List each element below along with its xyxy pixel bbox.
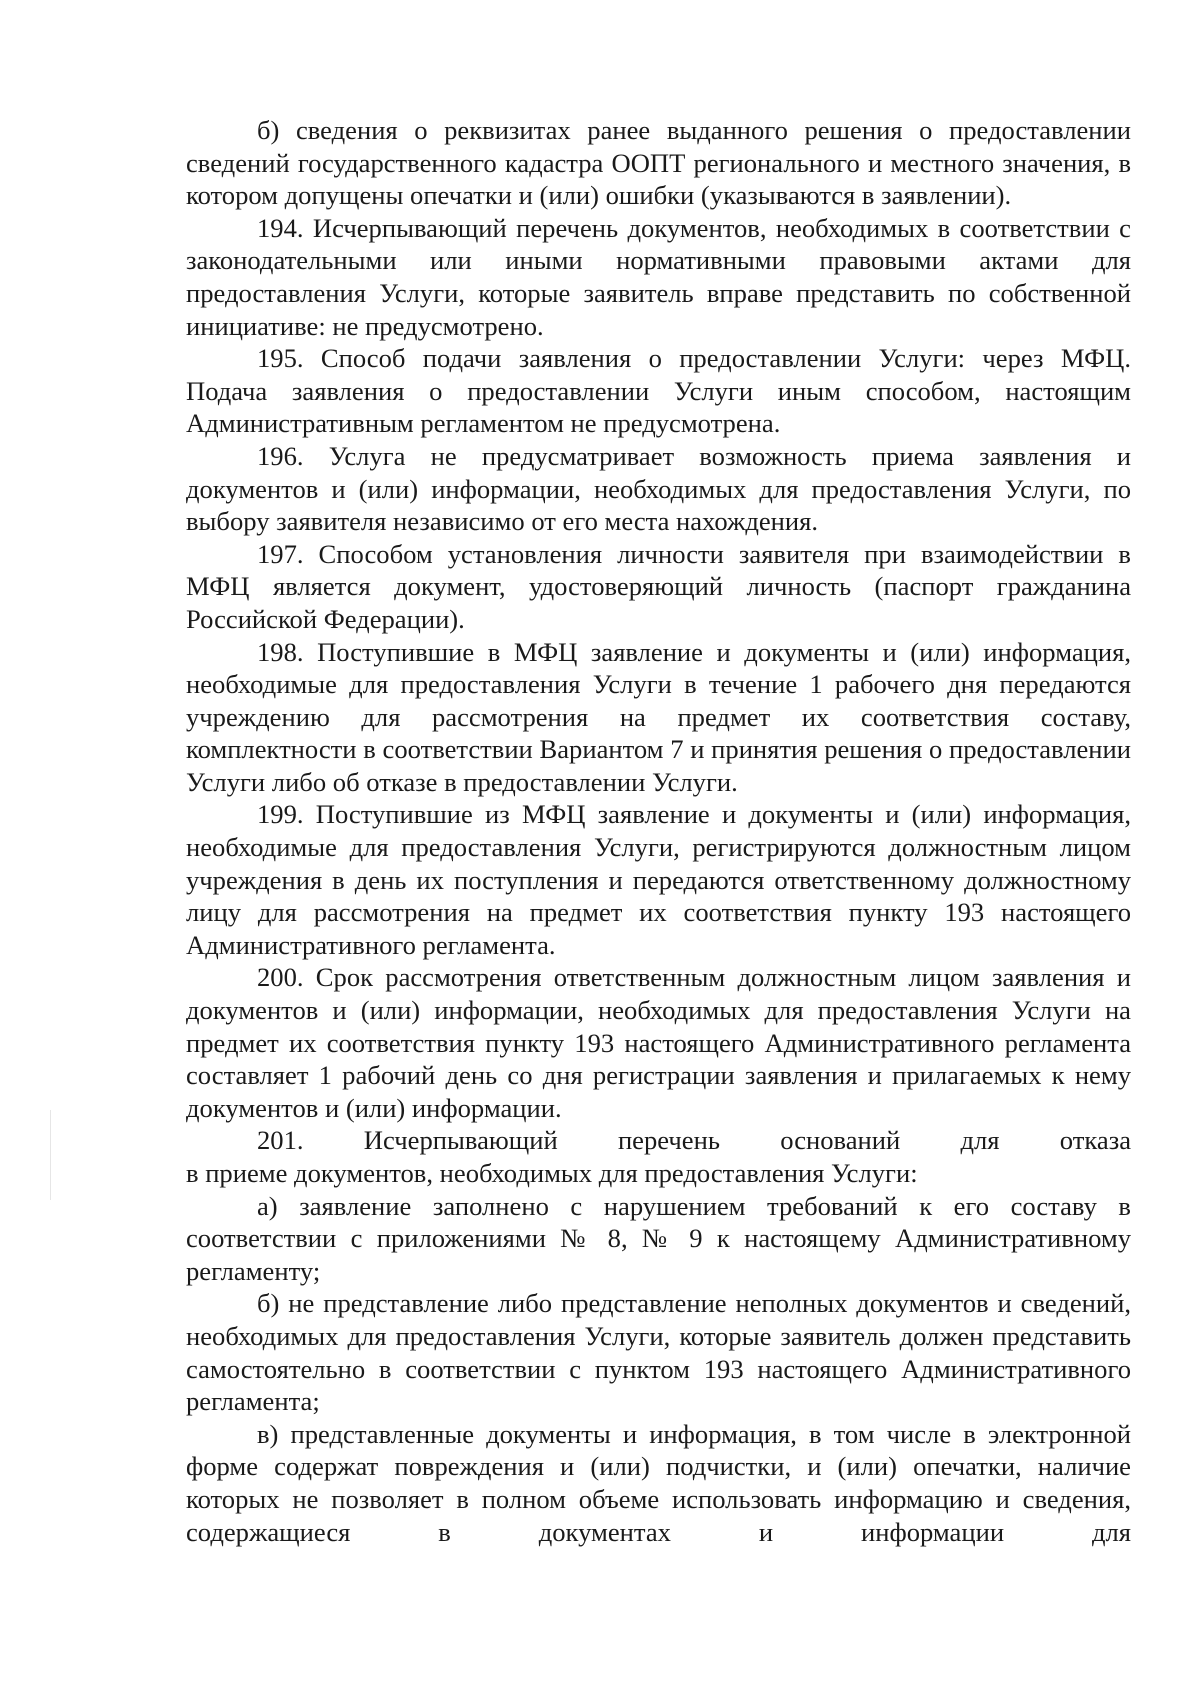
paragraph-194: 194. Исчерпывающий перечень документов, необходимых в соответствии с законодательными или иными нормативными правовыми актами для предоставления Услуги, которые заявитель вправе представить по собственной инициативе: не предусмотрено. — [186, 212, 1131, 341]
scan-margin-line — [50, 1110, 51, 1200]
paragraph-item-b-requisites: б) сведения о реквизитах ранее выданного решения о предоставлении сведений государственного кадастра ООПТ регионального и местного значения, в котором допущены опечатки и (или) ошибки (указываются в заявлении). — [186, 115, 1131, 211]
paragraph-200: 200. Срок рассмотрения ответственным должностным лицом заявления и документов и (или) информации, необходимых для предоставления Услуги на предмет их соответствия пункту 193 настоящего Административного регламента составляет 1 рабочий день со дня регистрации заявления и прилагаемых к нему документов и (или) информации. — [186, 962, 1131, 1123]
paragraph-item-b: б) не представление либо представление неполных документов и сведений, необходимых для предоставления Услуги, которые заявитель должен представить самостоятельно в соответствии с пунктом 193 настоящего Административного регламента; — [186, 1288, 1131, 1417]
paragraph-201-heading: 201. Исчерпывающий перечень оснований для отказа — [257, 1125, 1131, 1156]
paragraph-item-v: в) представленные документы и информация, в том числе в электронной форме содержат повреждения и (или) подчистки, и (или) опечатки, наличие которых не позволяет в полном объеме использовать информацию и сведения, содержащиеся в документах и информации для — [186, 1418, 1131, 1547]
paragraph-201-continuation: в приеме документов, необходимых для предоставления Услуги: — [186, 1158, 918, 1188]
paragraph-197: 197. Способом установления личности заявителя при взаимодействии в МФЦ является документ, удостоверяющий личность (паспорт гражданина Российской Федерации). — [186, 538, 1131, 634]
paragraph-195: 195. Способ подачи заявления о предоставлении Услуги: через МФЦ. Подача заявления о предоставлении Услуги иным способом, настоящим Административным регламентом не предусмотрена. — [186, 343, 1131, 439]
document-body — [186, 114, 1131, 1548]
paragraph-196: 196. Услуга не предусматривает возможность приема заявления и документов и (или) информации, необходимых для предоставления Услуги, по выбору заявителя независимо от его места нахождения. — [186, 440, 1131, 537]
paragraph-199: 199. Поступившие из МФЦ заявление и документы и (или) информация, необходимые для предоставления Услуги, регистрируются должностным лицом учреждения в день их поступления и передаются ответственному должностному лицу для рассмотрения на предмет их соответствия пункту 193 настоящего Административного регламента. — [186, 799, 1131, 960]
paragraph-item-a: а) заявление заполнено с нарушением требований к его составу в соответствии с приложениями № 8, № 9 к настоящему Административному регламенту; — [186, 1190, 1131, 1286]
paragraph-198: 198. Поступившие в МФЦ заявление и документы и (или) информация, необходимые для предоставления Услуги в течение 1 рабочего дня передаются учреждению для рассмотрения на предмет их соответствия составу, комплектности в соответствии Вариантом 7 и принятия решения о предоставлении Услуги либо об отказе в предоставлении Услуги. — [186, 636, 1131, 797]
